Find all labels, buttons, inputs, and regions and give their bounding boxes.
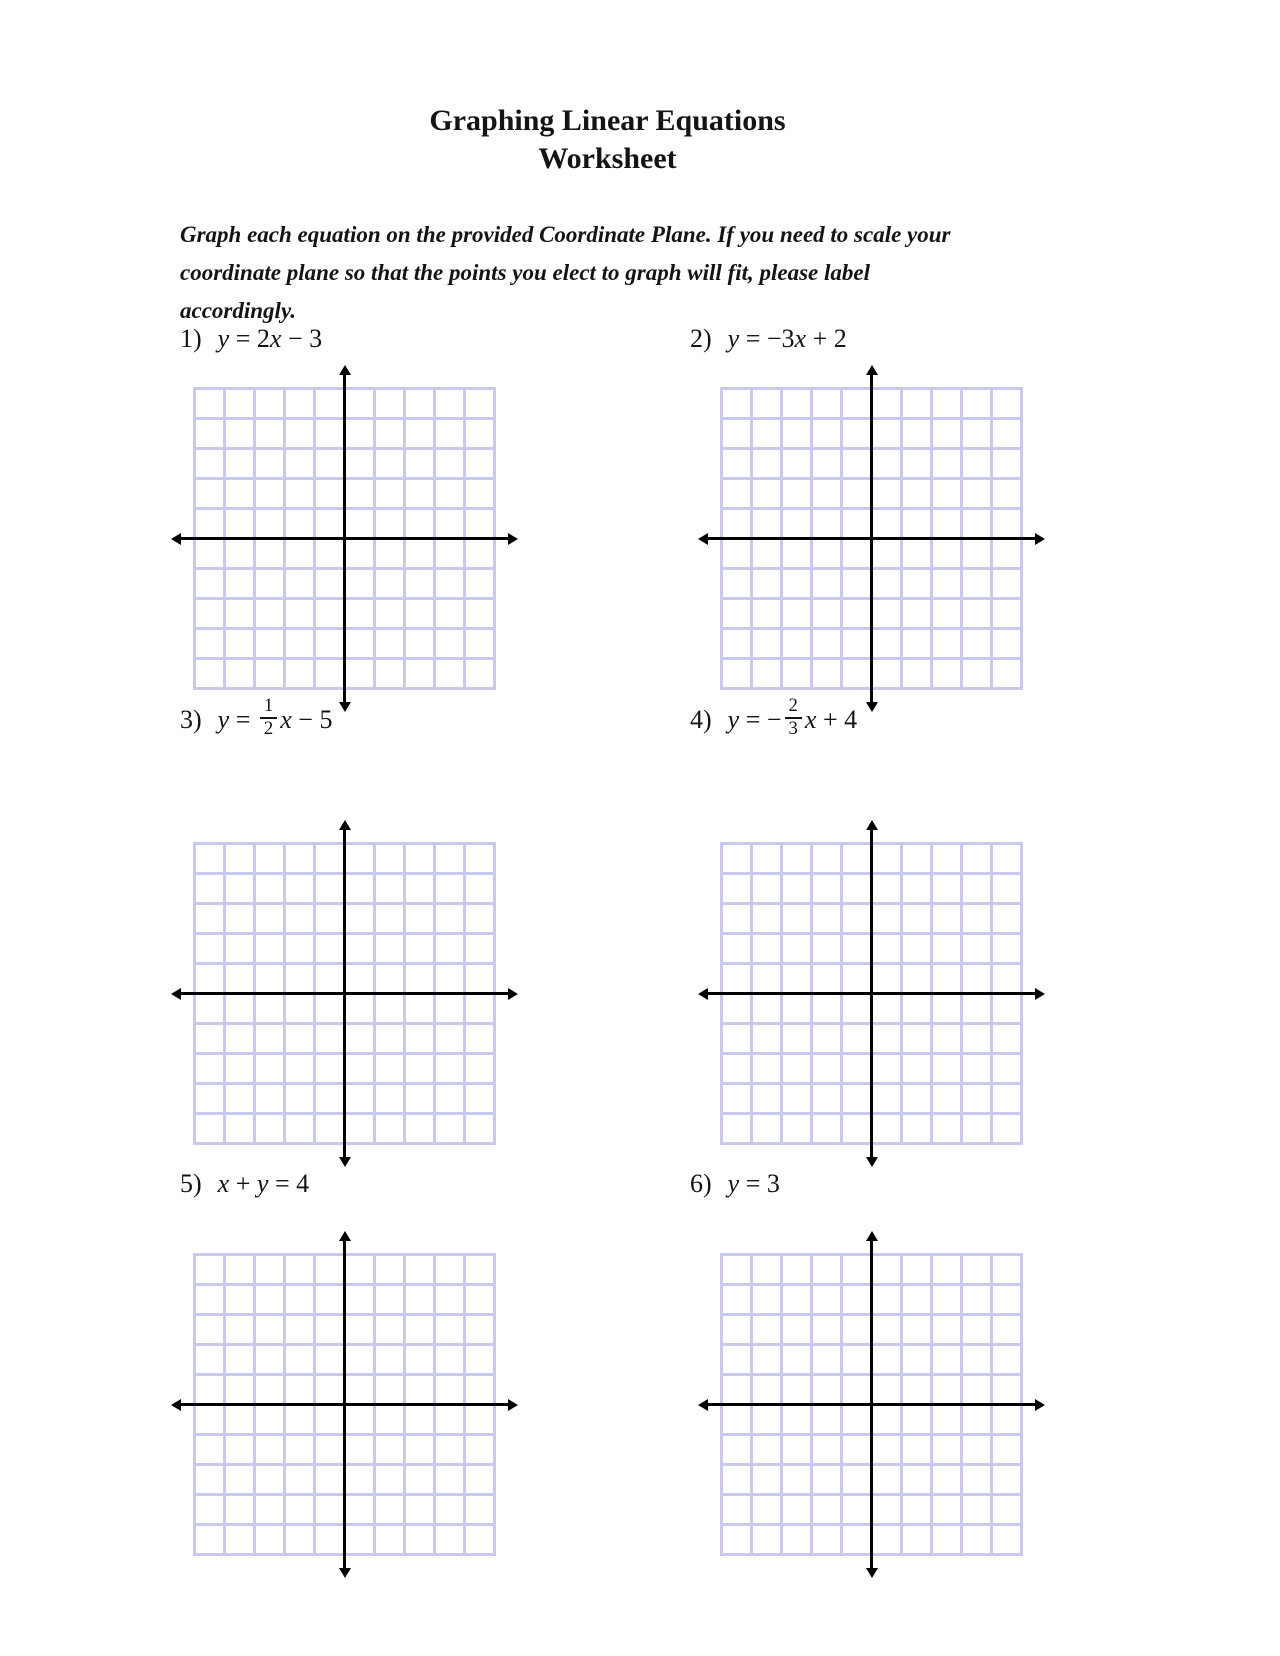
- fraction-denominator: 3: [788, 718, 798, 739]
- problem-4: [690, 688, 857, 752]
- problem-4-number: 4): [690, 705, 712, 734]
- problem-6: [690, 1163, 780, 1205]
- coordinate-plane-1: [193, 387, 496, 690]
- problem-5-number: 5): [180, 1169, 202, 1198]
- y-axis: [343, 830, 346, 1157]
- instructions-line-3: accordingly.: [180, 298, 297, 323]
- title-line-1: Graphing Linear Equations: [429, 104, 786, 137]
- equation-operator: = 2: [229, 324, 270, 353]
- equation-operator: +: [229, 1169, 257, 1198]
- equation-variable: y: [727, 324, 740, 353]
- problem-1-number: 1): [180, 324, 202, 353]
- equation-variable: x: [804, 705, 817, 734]
- problem-1: [180, 318, 322, 360]
- coordinate-plane-5: [193, 1253, 496, 1556]
- equation-variable: x: [217, 1169, 230, 1198]
- fraction-numerator: 2: [785, 696, 802, 719]
- problem-3: [180, 688, 332, 752]
- equation-variable: y: [256, 1169, 269, 1198]
- equation-operator: + 2: [806, 324, 847, 353]
- coordinate-plane-6: [720, 1253, 1023, 1556]
- y-axis: [870, 1241, 873, 1568]
- fraction-denominator: 2: [263, 718, 274, 739]
- y-axis: [343, 375, 346, 702]
- equation-operator: − 3: [281, 324, 323, 353]
- equation-variable: y: [727, 705, 740, 734]
- y-axis: [870, 375, 873, 702]
- coordinate-plane-2: [720, 387, 1023, 690]
- problem-5: [180, 1163, 309, 1205]
- y-axis: [870, 830, 873, 1157]
- problem-2-number: 2): [690, 324, 712, 353]
- equation-variable: y: [217, 705, 230, 734]
- fraction: [785, 696, 802, 740]
- instructions-line-1: Graph each equation on the provided Coordinate Plane. If you need to scale your: [180, 222, 951, 247]
- equation-variable: x: [269, 324, 282, 353]
- fraction: [260, 696, 277, 740]
- problem-3-number: 3): [180, 705, 202, 734]
- equation-operator: = 3: [739, 1169, 780, 1198]
- equation-operator: =: [229, 705, 257, 734]
- equation-operator: + 4: [816, 705, 858, 734]
- coordinate-plane-3: [193, 842, 496, 1145]
- equation-variable: y: [727, 1169, 740, 1198]
- title-line-2: Worksheet: [538, 142, 677, 175]
- equation-variable: x: [794, 324, 807, 353]
- instructions-text: [180, 216, 1080, 330]
- equation-operator: = 4: [268, 1169, 310, 1198]
- fraction-numerator: 1: [260, 696, 277, 719]
- instructions-line-2: coordinate plane so that the points you elect to graph will fit, please label: [180, 260, 870, 285]
- equation-variable: x: [280, 705, 292, 734]
- worksheet-title: [0, 102, 1215, 178]
- equation-variable: y: [217, 324, 230, 353]
- equation-operator: = −: [739, 705, 782, 734]
- y-axis: [343, 1241, 346, 1568]
- problem-6-number: 6): [690, 1169, 712, 1198]
- problem-2: [690, 318, 847, 360]
- equation-operator: − 5: [291, 705, 333, 734]
- coordinate-plane-4: [720, 842, 1023, 1145]
- equation-operator: = −3: [739, 324, 795, 353]
